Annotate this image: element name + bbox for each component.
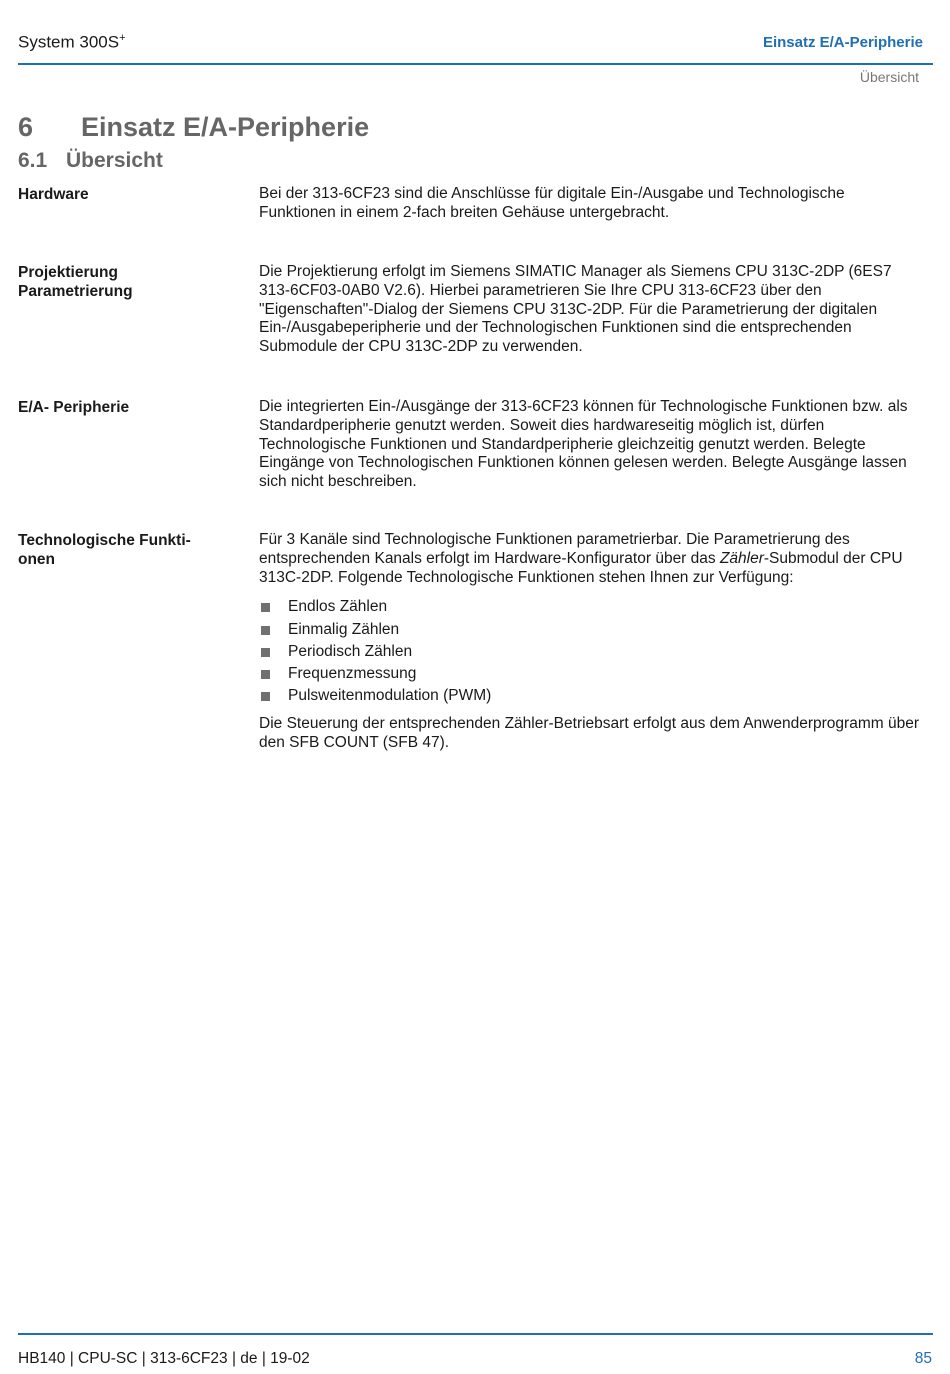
technologisch-intro-start: Für 3 Kanäle sind Technologische Funktionen parametrierbar. Die Parametrierung des entsprechenden Kanals erfolgt im Hardware-Konfigurator über das	[259, 531, 850, 567]
footer-doc-reference: HB140 | CPU-SC | 313-6CF23 | de | 19-02	[18, 1350, 310, 1367]
product-superscript: +	[119, 32, 126, 44]
projektierung-paragraph: Die Projektierung erfolgt im Siemens SIMATIC Manager als Siemens CPU 313C-2DP (6ES7 313-6CF03-0AB0 V2.6). Hierbei parametrieren Sie Ihre CPU 313-6CF23 über den "Eigenschaften"-Dialog der Siemens CPU 313C-2DP. Für die Parametrierung der digitalen Ein-/Ausgabeperipherie und der Technologischen Funktionen sind die entsprechenden Submodule der CPU 313C-2DP zu verwenden.	[259, 263, 892, 356]
list-item-label: Einmalig Zählen	[288, 620, 400, 638]
page-number: 85	[914, 1350, 932, 1367]
running-header-section: Übersicht	[859, 69, 919, 85]
technologisch-outro: Die Steuerung der entsprechenden Zähler-Betriebsart erfolgt aus dem Anwenderprogramm über den SFB COUNT (SFB 47).	[259, 715, 919, 752]
square-bullet-icon	[261, 670, 270, 679]
list-item	[259, 641, 921, 663]
section-heading	[18, 149, 163, 173]
technologisch-intro	[259, 531, 921, 587]
list-item-label: Frequenzmessung	[288, 664, 417, 682]
technologisch-label	[18, 531, 233, 569]
list-item-label: Periodisch Zählen	[288, 642, 413, 660]
list-item	[259, 619, 921, 641]
section-title: Übersicht	[66, 149, 163, 172]
list-item	[259, 685, 921, 707]
square-bullet-icon	[261, 648, 270, 657]
header-divider	[18, 63, 933, 65]
list-item-label: Endlos Zählen	[288, 598, 388, 616]
projektierung-text	[259, 263, 921, 357]
square-bullet-icon	[261, 692, 270, 701]
square-bullet-icon	[261, 626, 270, 635]
projektierung-label-line2: Parametrierung	[18, 283, 133, 300]
footer-divider	[18, 1333, 933, 1335]
square-bullet-icon	[261, 603, 270, 612]
section-number: 6.1	[18, 149, 48, 172]
list-item-label: Pulsweitenmodulation (PWM)	[288, 687, 492, 705]
technologisch-intro-end: -Submodul der CPU 313C-2DP. Folgende Technologische Funktionen stehen Ihnen zur Verfügung:	[259, 549, 903, 586]
technologisch-intro-italic: Zähler	[719, 549, 764, 567]
technologisch-text	[259, 531, 921, 753]
list-item	[259, 596, 921, 618]
running-header-product	[18, 32, 126, 53]
projektierung-label	[18, 263, 233, 301]
chapter-heading	[18, 112, 369, 143]
product-name: System 300S	[18, 32, 120, 52]
hardware-paragraph: Bei der 313-6CF23 sind die Anschlüsse für digitale Ein-/Ausgabe und Technologische Funktionen in einem 2-fach breiten Gehäuse untergebracht.	[259, 185, 845, 221]
peripherie-text	[259, 398, 921, 492]
projektierung-label-line1: Projektierung	[18, 264, 118, 281]
hardware-label: Hardware	[18, 186, 89, 203]
list-item	[259, 663, 921, 685]
hardware-text	[259, 185, 921, 223]
function-list	[259, 596, 921, 707]
technologisch-label-line2: onen	[18, 551, 56, 568]
peripherie-paragraph: Die integrierten Ein-/Ausgänge der 313-6CF23 können für Technologische Funktionen bzw. als Standardperipherie genutzt werden. Soweit dies hardwareseitig möglich ist, dürfen Technologische Funktionen und Standardperipherie gleichzeitig genutzt werden. Belegte Eingänge von Technologischen Funktionen können gelesen werden. Belegte Ausgänge lassen sich nicht beschreiben.	[259, 398, 908, 491]
chapter-number: 6	[18, 112, 34, 142]
technologisch-label-line1: Technologische Funkti-	[18, 532, 191, 549]
chapter-title: Einsatz E/A-Peripherie	[81, 112, 370, 142]
running-header-chapter: Einsatz E/A-Peripherie	[762, 34, 923, 51]
peripherie-label: E/A- Peripherie	[18, 399, 130, 416]
